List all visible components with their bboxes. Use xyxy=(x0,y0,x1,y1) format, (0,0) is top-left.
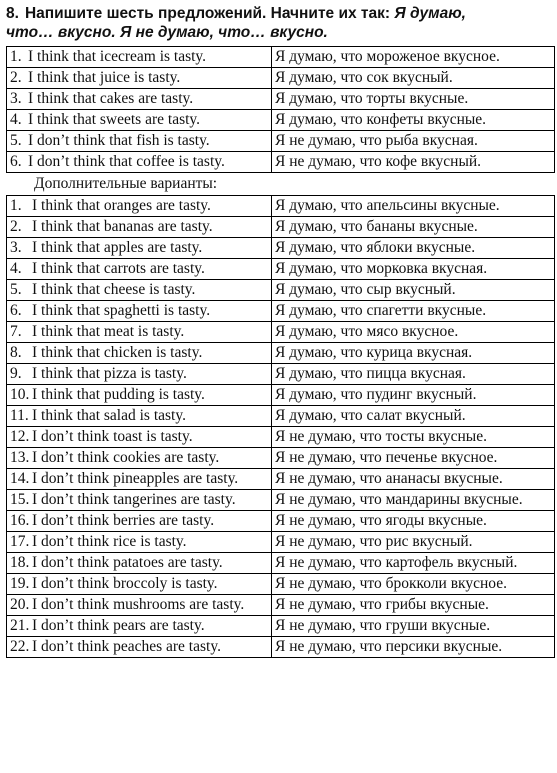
table-row xyxy=(7,406,555,427)
russian-sentence: Я не думаю, что мандарины вкусные. xyxy=(275,491,523,508)
english-sentence: I think that icecream is tasty. xyxy=(28,48,207,65)
russian-sentence-cell xyxy=(272,301,555,322)
row-number: 16. xyxy=(10,512,30,529)
russian-sentence: Я думаю, что салат вкусный. xyxy=(275,407,466,424)
english-sentence-cell xyxy=(7,259,272,280)
russian-sentence-cell xyxy=(272,427,555,448)
table-row xyxy=(7,532,555,553)
extra-variants-title: Дополнительные варианты: xyxy=(34,175,218,192)
russian-sentence: Я думаю, что яблоки вкусные. xyxy=(275,239,476,256)
russian-sentence-cell xyxy=(272,490,555,511)
english-sentence: I don’t think pears are tasty. xyxy=(32,617,205,634)
russian-sentence: Я не думаю, что персики вкусные. xyxy=(275,638,503,655)
row-number: 21. xyxy=(10,617,30,634)
english-sentence: I don’t think peaches are tasty. xyxy=(32,638,221,655)
row-number: 5. xyxy=(10,281,22,298)
russian-sentence: Я думаю, что морковка вкусная. xyxy=(275,260,488,277)
table-row xyxy=(7,364,555,385)
row-number: 1. xyxy=(10,48,22,65)
table-row xyxy=(7,196,555,217)
row-number: 6. xyxy=(10,302,22,319)
english-sentence: I don’t think patatoes are tasty. xyxy=(32,554,223,571)
english-sentence-cell xyxy=(7,637,272,658)
english-sentence: I don’t think broccoly is tasty. xyxy=(32,575,218,592)
english-sentence-cell xyxy=(7,574,272,595)
table-row xyxy=(7,574,555,595)
task-instruction: Напишите шесть предложений. Начните их так: xyxy=(24,5,391,22)
english-sentence-cell xyxy=(7,385,272,406)
row-number: 9. xyxy=(10,365,22,382)
english-sentence: I think that meat is tasty. xyxy=(32,323,185,340)
english-sentence: I think that bananas are tasty. xyxy=(32,218,213,235)
table-row xyxy=(7,110,555,131)
table-row xyxy=(7,68,555,89)
russian-sentence: Я не думаю, что ягоды вкусные. xyxy=(275,512,487,529)
english-sentence: I think that apples are tasty. xyxy=(32,239,203,256)
russian-sentence-cell xyxy=(272,110,555,131)
task-example-2: что… вкусно. Я не думаю, что… вкусно. xyxy=(6,24,328,41)
english-sentence-cell xyxy=(7,280,272,301)
english-sentence-cell xyxy=(7,490,272,511)
russian-sentence: Я думаю, что пудинг вкусный. xyxy=(275,386,477,403)
table-row xyxy=(7,385,555,406)
english-sentence-cell xyxy=(7,110,272,131)
table-row xyxy=(7,448,555,469)
russian-sentence-cell xyxy=(272,238,555,259)
english-sentence-cell xyxy=(7,448,272,469)
english-sentence: I don’t think pineapples are tasty. xyxy=(32,470,239,487)
russian-sentence-cell xyxy=(272,217,555,238)
russian-sentence-cell xyxy=(272,406,555,427)
table-row xyxy=(7,259,555,280)
russian-sentence: Я думаю, что сыр вкусный. xyxy=(275,281,456,298)
english-sentence: I think that pudding is tasty. xyxy=(32,386,205,403)
russian-sentence: Я думаю, что торты вкусные. xyxy=(275,90,469,107)
english-sentence: I don’t think berries are tasty. xyxy=(32,512,215,529)
english-sentence-cell xyxy=(7,322,272,343)
english-sentence: I don’t think that fish is tasty. xyxy=(28,132,210,149)
row-number: 12. xyxy=(10,428,30,445)
russian-sentence-cell xyxy=(272,68,555,89)
row-number: 18. xyxy=(10,554,30,571)
russian-sentence-cell xyxy=(272,532,555,553)
russian-sentence-cell xyxy=(272,89,555,110)
russian-sentence: Я думаю, что пицца вкусная. xyxy=(275,365,466,382)
russian-sentence-cell xyxy=(272,152,555,173)
table-row xyxy=(7,131,555,152)
russian-sentence-cell xyxy=(272,259,555,280)
english-sentence: I think that salad is tasty. xyxy=(32,407,186,424)
table-row xyxy=(7,511,555,532)
english-sentence: I don’t think that coffee is tasty. xyxy=(28,153,225,170)
russian-sentence-cell xyxy=(272,448,555,469)
english-sentence: I think that chicken is tasty. xyxy=(32,344,203,361)
russian-sentence-cell xyxy=(272,364,555,385)
english-sentence-cell xyxy=(7,343,272,364)
row-number: 1. xyxy=(10,197,22,214)
table-row xyxy=(7,637,555,658)
russian-sentence: Я не думаю, что кофе вкусный. xyxy=(275,153,482,170)
english-sentence: I don’t think toast is tasty. xyxy=(32,428,193,445)
english-sentence-cell xyxy=(7,595,272,616)
english-sentence-cell xyxy=(7,406,272,427)
row-number: 17. xyxy=(10,533,30,550)
row-number: 4. xyxy=(10,111,22,128)
english-sentence: I think that pizza is tasty. xyxy=(32,365,187,382)
table-row xyxy=(7,427,555,448)
english-sentence-cell xyxy=(7,364,272,385)
english-sentence-cell xyxy=(7,532,272,553)
english-sentence: I don’t think cookies are tasty. xyxy=(32,449,220,466)
main-answers-table xyxy=(6,46,555,173)
english-sentence: I don’t think mushrooms are tasty. xyxy=(32,596,245,613)
row-number: 13. xyxy=(10,449,30,466)
russian-sentence-cell xyxy=(272,47,555,68)
table-row xyxy=(7,595,555,616)
russian-sentence-cell xyxy=(272,574,555,595)
extra-answers-table xyxy=(6,195,555,658)
russian-sentence-cell xyxy=(272,595,555,616)
row-number: 22. xyxy=(10,638,30,655)
row-number: 14. xyxy=(10,470,30,487)
russian-sentence: Я не думаю, что рыба вкусная. xyxy=(275,132,478,149)
table-row xyxy=(7,301,555,322)
english-sentence-cell xyxy=(7,89,272,110)
english-sentence: I think that carrots are tasty. xyxy=(32,260,205,277)
row-number: 10. xyxy=(10,386,30,403)
english-sentence-cell xyxy=(7,553,272,574)
russian-sentence-cell xyxy=(272,322,555,343)
english-sentence-cell xyxy=(7,47,272,68)
english-sentence-cell xyxy=(7,616,272,637)
russian-sentence: Я не думаю, что брокколи вкусное. xyxy=(275,575,507,592)
russian-sentence-cell xyxy=(272,385,555,406)
row-number: 8. xyxy=(10,344,22,361)
english-sentence: I think that cakes are tasty. xyxy=(28,90,194,107)
russian-sentence: Я не думаю, что рис вкусный. xyxy=(275,533,473,550)
english-sentence-cell xyxy=(7,301,272,322)
row-number: 15. xyxy=(10,491,30,508)
russian-sentence-cell xyxy=(272,469,555,490)
row-number: 7. xyxy=(10,323,22,340)
russian-sentence-cell xyxy=(272,616,555,637)
row-number: 2. xyxy=(10,218,22,235)
table-row xyxy=(7,616,555,637)
english-sentence-cell xyxy=(7,131,272,152)
russian-sentence: Я думаю, что бананы вкусные. xyxy=(275,218,478,235)
russian-sentence-cell xyxy=(272,196,555,217)
russian-sentence-cell xyxy=(272,343,555,364)
table-row xyxy=(7,553,555,574)
russian-sentence: Я думаю, что курица вкусная. xyxy=(275,344,473,361)
row-number: 4. xyxy=(10,260,22,277)
row-number: 2. xyxy=(10,69,22,86)
russian-sentence: Я думаю, что спагетти вкусные. xyxy=(275,302,487,319)
russian-sentence-cell xyxy=(272,280,555,301)
english-sentence: I think that juice is tasty. xyxy=(28,69,181,86)
english-sentence-cell xyxy=(7,217,272,238)
table-row xyxy=(7,490,555,511)
task-number: 8. xyxy=(6,5,19,22)
russian-sentence: Я думаю, что конфеты вкусные. xyxy=(275,111,487,128)
english-sentence: I think that oranges are tasty. xyxy=(32,197,211,214)
row-number: 20. xyxy=(10,596,30,613)
table-row xyxy=(7,217,555,238)
english-sentence-cell xyxy=(7,469,272,490)
russian-sentence-cell xyxy=(272,511,555,532)
russian-sentence: Я не думаю, что печенье вкусное. xyxy=(275,449,498,466)
russian-sentence-cell xyxy=(272,637,555,658)
english-sentence-cell xyxy=(7,152,272,173)
english-sentence-cell xyxy=(7,238,272,259)
russian-sentence: Я не думаю, что тосты вкусные. xyxy=(275,428,487,445)
table-row xyxy=(7,89,555,110)
english-sentence: I don’t think tangerines are tasty. xyxy=(32,491,236,508)
table-row xyxy=(7,322,555,343)
table-row xyxy=(7,152,555,173)
table-row xyxy=(7,47,555,68)
russian-sentence: Я думаю, что апельсины вкусные. xyxy=(275,197,500,214)
russian-sentence: Я думаю, что мясо вкусное. xyxy=(275,323,459,340)
english-sentence-cell xyxy=(7,511,272,532)
russian-sentence: Я не думаю, что ананасы вкусные. xyxy=(275,470,503,487)
row-number: 3. xyxy=(10,90,22,107)
russian-sentence-cell xyxy=(272,131,555,152)
russian-sentence: Я не думаю, что груши вкусные. xyxy=(275,617,491,634)
english-sentence: I think that cheese is tasty. xyxy=(32,281,196,298)
english-sentence: I think that spaghetti is tasty. xyxy=(32,302,211,319)
russian-sentence-cell xyxy=(272,553,555,574)
english-sentence: I think that sweets are tasty. xyxy=(28,111,201,128)
task-example-1: Я думаю, xyxy=(394,5,466,22)
table-row xyxy=(7,469,555,490)
russian-sentence: Я не думаю, что грибы вкусные. xyxy=(275,596,489,613)
row-number: 6. xyxy=(10,153,22,170)
english-sentence-cell xyxy=(7,196,272,217)
english-sentence-cell xyxy=(7,427,272,448)
english-sentence-cell xyxy=(7,68,272,89)
russian-sentence: Я не думаю, что картофель вкусный. xyxy=(275,554,518,571)
russian-sentence: Я думаю, что сок вкусный. xyxy=(275,69,453,86)
exercise-page xyxy=(6,4,552,658)
table-row xyxy=(7,280,555,301)
row-number: 11. xyxy=(10,407,29,424)
table-row xyxy=(7,343,555,364)
russian-sentence: Я думаю, что мороженое вкусное. xyxy=(275,48,500,65)
english-sentence: I don’t think rice is tasty. xyxy=(32,533,187,550)
row-number: 3. xyxy=(10,239,22,256)
row-number: 19. xyxy=(10,575,30,592)
task-heading xyxy=(6,4,552,42)
row-number: 5. xyxy=(10,132,22,149)
table-row xyxy=(7,238,555,259)
